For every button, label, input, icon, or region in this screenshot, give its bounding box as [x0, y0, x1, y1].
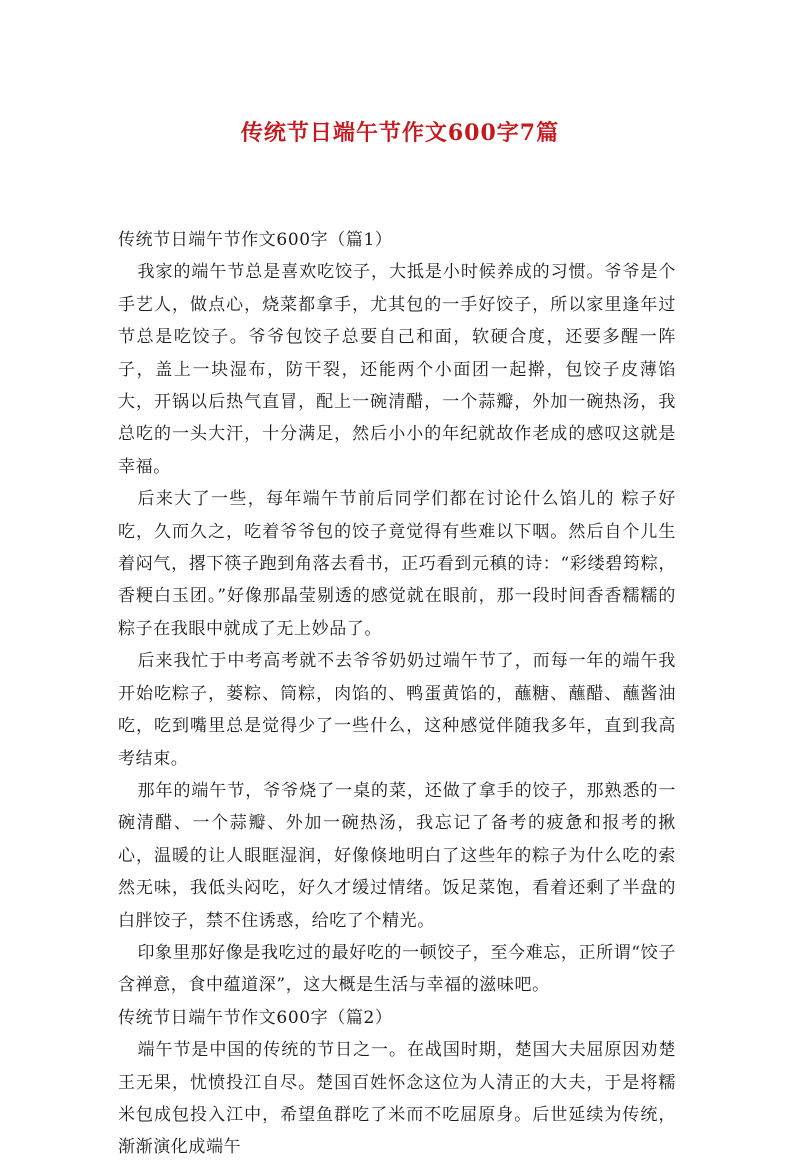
section-heading: 传统节日端午节作文600字（篇2） [118, 1007, 393, 1028]
essay-section-1 [118, 224, 676, 1002]
paragraph: 印象里那好像是我吃过的最好吃的一顿饺子，至今难忘，正所谓“饺子含禅意，食中蕴道深”，这大概是生活与幸福的滋味吧。 [118, 942, 676, 996]
document-body [118, 224, 676, 1164]
paragraph: 我家的端午节总是喜欢吃饺子，大抵是小时候养成的习惯。爷爷是个手艺人，做点心，烧菜都拿手，尤其包的一手好饺子，所以家里逢年过节总是吃饺子。爷爷包饺子总要自己和面，软硬合度，还要多醒一阵子，盖上一块湿布，防干裂，还能两个小面团一起擀，包饺子皮薄馅大，开锅以后热气直冒，配上一碗清醋，一个蒜瓣，外加一碗热汤，我总吃的一头大汗，十分满足，然后小小的年纪就故作老成的感叹这就是幸福。 [118, 262, 676, 477]
paragraph: 后来大了一些，每年端午节前后同学们都在讨论什么馅儿的 粽子好吃，久而久之，吃着爷爷包的饺子竟觉得有些难以下咽。然后自个儿生着闷气，撂下筷子跑到角落去看书，正巧看到元稹的诗：“彩缕碧筠粽，香粳白玉团。”好像那晶莹剔透的感觉就在眼前，那一段时间香香糯糯的粽子在我眼中就成了无上妙品了。 [118, 489, 676, 639]
paragraph: 那年的端午节，爷爷烧了一桌的菜，还做了拿手的饺子，那熟悉的一碗清醋、一个蒜瓣、外加一碗热汤，我忘记了备考的疲惫和报考的揪心，温暖的让人眼眶湿润，好像倏地明白了这些年的粽子为什么吃的索然无味，我低头闷吃，好久才缓过情绪。饭足菜饱，看着还剩了半盘的白胖饺子，禁不住诱惑，给吃了个精光。 [118, 780, 676, 931]
document-title: 传统节日端午节作文600字7篇 [240, 120, 560, 146]
essay-section-2 [118, 1002, 676, 1164]
paragraph: 后来我忙于中考高考就不去爷爷奶奶过端午节了，而每一年的端午我开始吃粽子，蒌粽、筒粽，肉馅的、鸭蛋黄馅的，蘸糖、蘸醋、蘸酱油吃，吃到嘴里总是觉得少了一些什么，这种感觉伴随我多年，直到我高考结束。 [118, 651, 676, 769]
section-heading: 传统节日端午节作文600字（篇1） [118, 230, 393, 250]
paragraph: 端午节是中国的传统的节日之一。在战国时期，楚国大夫屈原因劝楚王无果，忧愤投江自尽。楚国百姓怀念这位为人清正的大夫，于是将糯米包成包投入江中，希望鱼群吃了米而不吃屈原身。后世延续为传统，渐渐演化成端午 [118, 1040, 676, 1158]
